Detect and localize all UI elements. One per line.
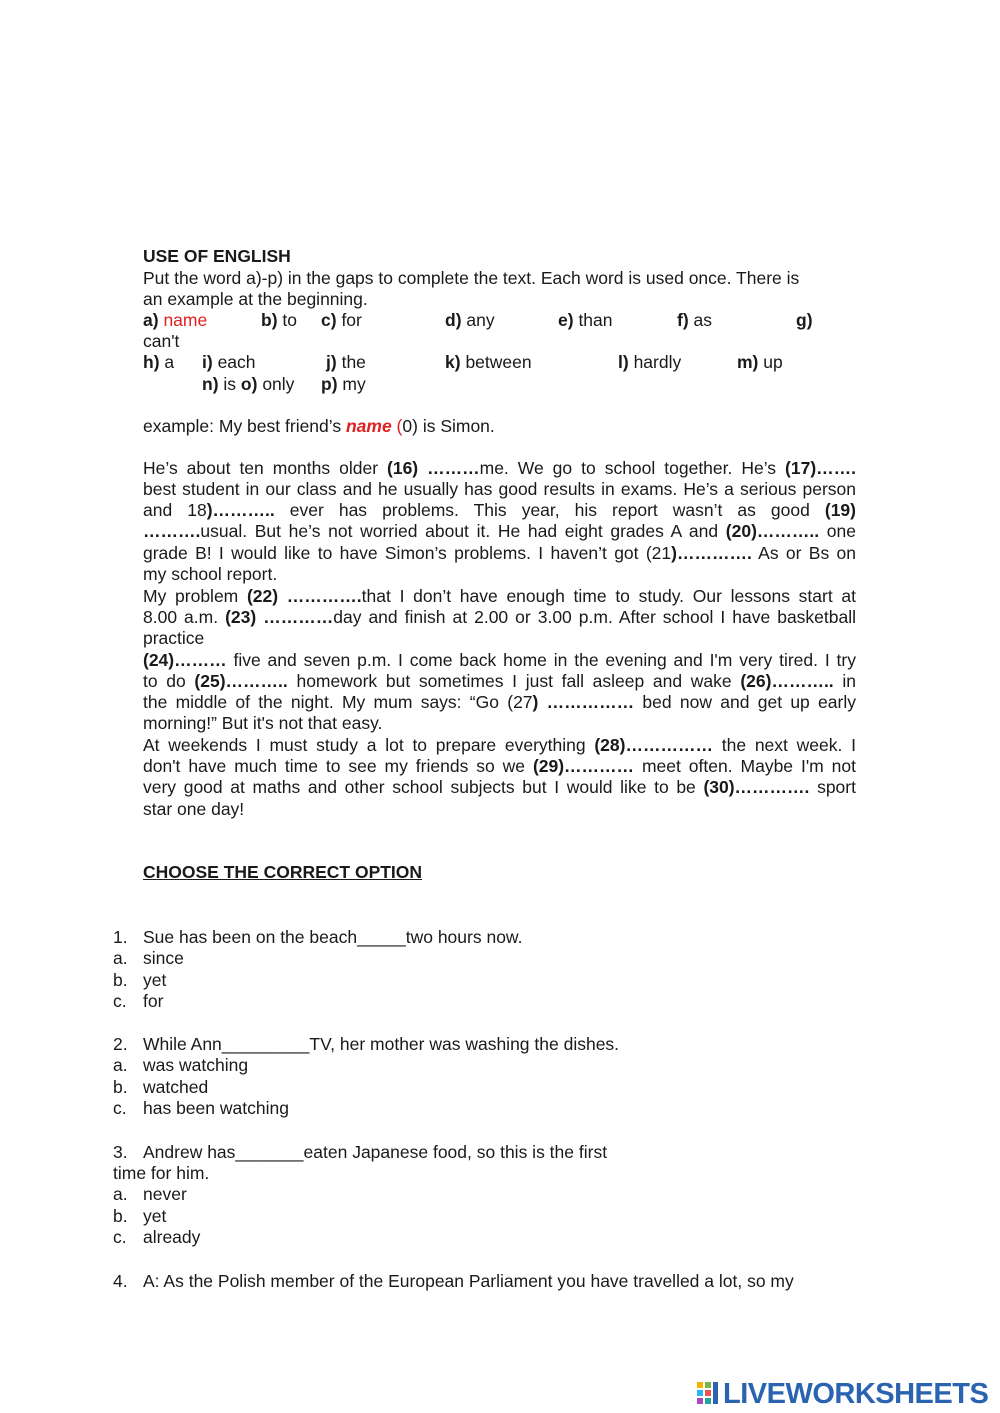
option-letter: b. bbox=[113, 1076, 128, 1097]
gap-marker: ………. bbox=[143, 521, 201, 541]
text-segment: My problem bbox=[143, 586, 247, 606]
option-letter: a. bbox=[113, 1184, 128, 1204]
gap-marker: (30)…………. bbox=[703, 777, 810, 797]
instruction-line-1: Put the word a)-p) in the gaps to complete the text. Each word is used once. There is bbox=[143, 268, 800, 288]
text-line bbox=[143, 521, 856, 542]
option-text: since bbox=[143, 948, 184, 968]
text-segment: me. We go to school together. He’s bbox=[479, 458, 786, 478]
text-line bbox=[143, 543, 856, 564]
text-segment: bed now and get up early bbox=[634, 692, 856, 712]
option-letter: b. bbox=[113, 969, 128, 990]
text-segment: usual. But he’s not worried about it. He had eight grades A and bbox=[200, 521, 726, 541]
option-letter: c. bbox=[113, 1227, 127, 1247]
text-segment: At weekends I must study a lot to prepare everything bbox=[143, 735, 595, 755]
text-segment: the next week. I bbox=[712, 735, 856, 755]
question-text: Andrew has_______eaten Japanese food, so this is the first bbox=[143, 1142, 608, 1162]
logo-mark-icon bbox=[697, 1380, 719, 1408]
option-text: never bbox=[143, 1184, 187, 1204]
text-line bbox=[143, 799, 856, 820]
text-segment: practice bbox=[143, 628, 205, 648]
word-bank-item-g-word: can't bbox=[143, 331, 180, 351]
text-segment: As or Bs on bbox=[751, 543, 856, 563]
text-segment: star one day! bbox=[143, 799, 245, 819]
example-sentence: example: My best friend’s name (0) is Simon. bbox=[143, 416, 495, 436]
question-number: 3. bbox=[113, 1142, 128, 1162]
option-letter: a. bbox=[113, 1055, 128, 1075]
text-segment: homework but sometimes I just fall asleep and wake bbox=[287, 671, 741, 691]
text-line bbox=[143, 713, 856, 734]
word-bank-item-k: k) between bbox=[445, 352, 532, 372]
gap-marker: (17)……. bbox=[785, 458, 857, 478]
word-bank-item-i: i) each bbox=[202, 352, 256, 372]
word-bank-item-p: p) my bbox=[321, 374, 366, 394]
gap-marker: (28)…………… bbox=[594, 735, 713, 755]
text-line bbox=[143, 735, 856, 756]
text-segment: don't have much time to see my friends so we bbox=[143, 756, 533, 776]
liveworksheets-logo bbox=[697, 1378, 988, 1410]
text-line bbox=[143, 650, 856, 671]
option-text: has been watching bbox=[143, 1098, 289, 1118]
gap-marker: (23) ………… bbox=[225, 607, 334, 627]
option-text: was watching bbox=[143, 1055, 249, 1075]
option-text: watched bbox=[143, 1076, 209, 1097]
text-segment: that I don’t have enough time to study. Our lessons start at bbox=[361, 586, 856, 606]
text-segment: one bbox=[819, 521, 856, 541]
gap-marker: )…………. bbox=[671, 543, 752, 563]
word-bank-item-l: l) hardly bbox=[618, 352, 682, 372]
word-bank-item-f: f) as bbox=[677, 310, 713, 330]
logo-text: LIVEWORKSHEETS bbox=[723, 1377, 989, 1410]
text-line bbox=[143, 692, 856, 713]
question-text-continued: time for him. bbox=[113, 1163, 210, 1183]
text-segment: my school report. bbox=[143, 564, 278, 584]
text-line bbox=[143, 756, 856, 777]
gap-marker: (16) ……… bbox=[387, 458, 480, 478]
question-text: A: As the Polish member of the European Parliament you have travelled a lot, so my bbox=[143, 1271, 794, 1291]
question-number: 2. bbox=[113, 1034, 128, 1054]
text-line bbox=[143, 671, 856, 692]
text-segment: to do bbox=[143, 671, 195, 691]
text-segment: best student in our class and he usually has good results in exams. He’s a serious person bbox=[143, 479, 856, 499]
text-segment: the middle of the night. My mum says: “Go (27 bbox=[143, 692, 533, 712]
word-bank-item-c: c) for bbox=[321, 310, 362, 330]
gap-marker: (24)……… bbox=[143, 650, 227, 670]
section2-title: CHOOSE THE CORRECT OPTION bbox=[143, 862, 423, 882]
word-bank-item-j: j) the bbox=[326, 352, 366, 372]
text-segment: five and seven p.m. I come back home in the evening and I'm very tired. I try bbox=[226, 650, 856, 670]
gap-marker: ) …………… bbox=[532, 692, 635, 712]
option-letter: a. bbox=[113, 948, 128, 968]
text-line bbox=[143, 458, 856, 479]
option-letter: c. bbox=[113, 991, 127, 1011]
gap-marker: (19) bbox=[824, 500, 856, 520]
question-text: Sue has been on the beach_____two hours now. bbox=[143, 927, 523, 947]
text-segment: morning!” But it's not that easy. bbox=[143, 713, 383, 733]
instruction-line-2: an example at the beginning. bbox=[143, 289, 368, 309]
gap-marker: (20)……….. bbox=[725, 521, 820, 541]
option-text: yet bbox=[143, 969, 167, 990]
text-line bbox=[143, 777, 856, 798]
word-bank-item-d: d) any bbox=[445, 310, 495, 330]
section-title: USE OF ENGLISH bbox=[143, 246, 291, 266]
word-bank-item-m: m) up bbox=[737, 352, 783, 372]
word-bank-item-h: h) a bbox=[143, 352, 175, 372]
word-bank-item-e: e) than bbox=[558, 310, 613, 330]
text-segment: 8.00 a.m. bbox=[143, 607, 226, 627]
gap-marker: )……….. bbox=[206, 500, 275, 520]
word-bank-item-b: b) to bbox=[261, 310, 298, 330]
option-text: for bbox=[143, 991, 164, 1011]
text-segment: very good at maths and other school subjects but I would like to be bbox=[143, 777, 704, 797]
text-segment: and 18 bbox=[143, 500, 207, 520]
text-segment: grade B! I would like to have Simon’s problems. I haven’t got (21 bbox=[143, 543, 672, 563]
text-line bbox=[143, 479, 856, 500]
gap-marker: (26)……….. bbox=[740, 671, 834, 691]
text-line bbox=[143, 628, 856, 649]
text-line bbox=[143, 564, 856, 585]
text-segment: day and finish at 2.00 or 3.00 p.m. After school I have basketball bbox=[333, 607, 857, 627]
word-bank-item-g-key: g) bbox=[796, 310, 813, 330]
gap-marker: (29)………… bbox=[532, 756, 635, 776]
option-letter: b. bbox=[113, 1205, 128, 1226]
text-segment: sport bbox=[809, 777, 856, 797]
text-segment: He’s about ten months older bbox=[143, 458, 388, 478]
option-text: yet bbox=[143, 1205, 167, 1226]
text-segment: in bbox=[833, 671, 856, 691]
text-line bbox=[143, 607, 856, 628]
option-text: already bbox=[143, 1227, 201, 1247]
text-line bbox=[143, 586, 856, 607]
text-segment: meet often. Maybe I'm not bbox=[634, 756, 856, 776]
question-number: 4. bbox=[113, 1271, 128, 1291]
text-line bbox=[143, 500, 856, 521]
word-bank-item-n-o: n) is o) only bbox=[202, 374, 295, 394]
question-number: 1. bbox=[113, 927, 128, 947]
gap-marker: (22) …………. bbox=[246, 586, 362, 606]
text-segment: ever has problems. This year, his report wasn’t as good bbox=[274, 500, 825, 520]
gap-marker: (25)……….. bbox=[194, 671, 288, 691]
question-text: While Ann_________TV, her mother was washing the dishes. bbox=[143, 1034, 620, 1054]
option-letter: c. bbox=[113, 1098, 127, 1118]
word-bank-item-a: a) name bbox=[143, 310, 208, 330]
